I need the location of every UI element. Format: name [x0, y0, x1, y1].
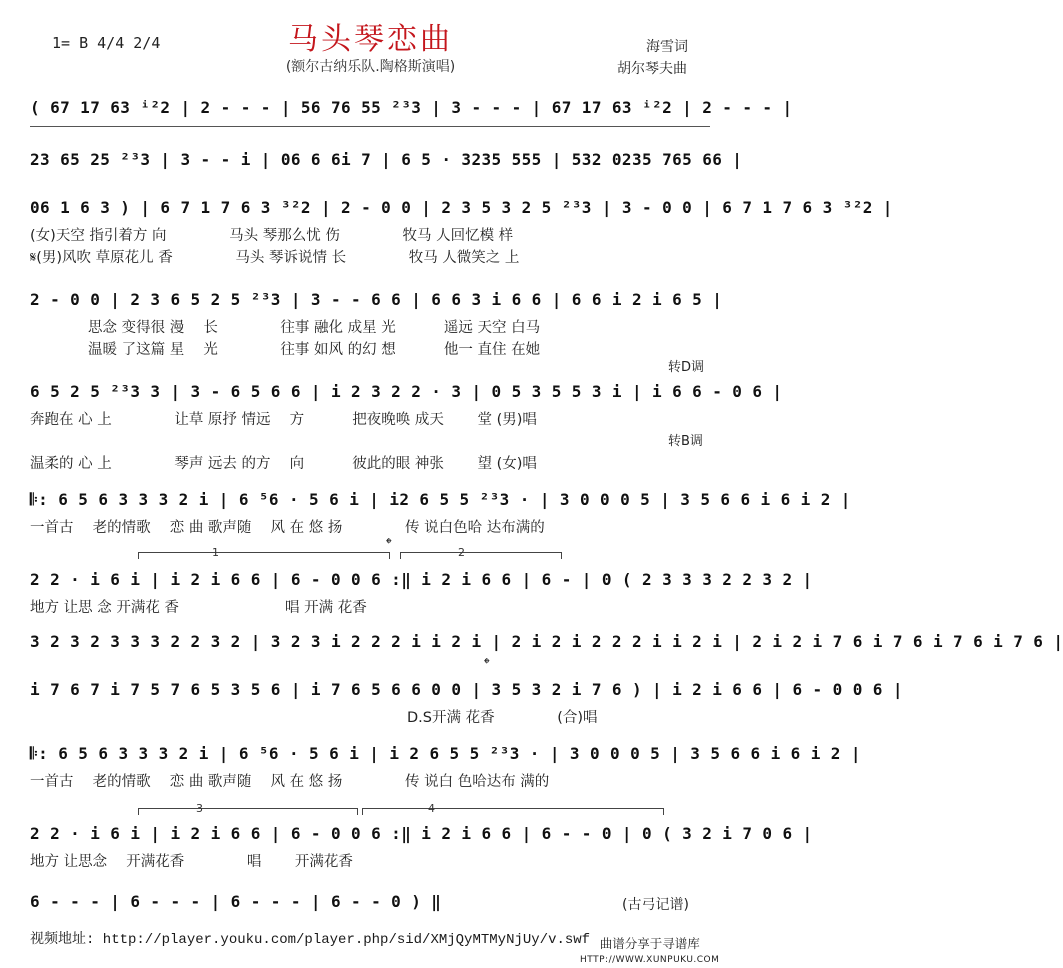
song-title: 马头琴恋曲 [288, 22, 453, 57]
notation-row-11: 2 2 · i 6 i | i 2 i 6 6 | 6 - 0 0 6 :‖ i 2 i 6 6 | 6 - - 0 | 0 ( 3 2 i 7 0 6 | [30, 824, 813, 843]
notation-row-9: i 7 6 7 i 7 5 7 6 5 3 5 6 | i 7 6 5 6 6 0 0 | 3 5 3 2 i 7 6 ) | i 2 i 6 6 | 6 - 0 0 6 | [30, 680, 903, 699]
watermark-share-text: 曲谱分享于寻谱库 [599, 936, 700, 951]
volta-bracket-4 [362, 808, 664, 815]
notation-row-3: 06 1 6 3 ) | 6 7 1 7 6 3 ³²2 | 2 - 0 0 | 2 3 5 3 2 5 ²³3 | 3 - 0 0 | 6 7 1 7 6 3 ³²2 | [30, 198, 893, 217]
row-divider [30, 126, 710, 127]
lyrics-row-7: 地方 让思 念 开满花 香 唱 开满 花香 [30, 600, 367, 616]
lyrics-row-5-b: 温柔的 心 上 琴声 远去 的方 向 彼此的眼 神张 望 (女)唱 [30, 456, 537, 472]
coda-sign-2: 𝄌 [484, 654, 490, 673]
lyrics-row-6: 一首古 老的情歌 恋 曲 歌声随 风 在 悠 扬 传 说白色哈 达布满的 [30, 520, 545, 536]
coda-sign: 𝄌 [386, 534, 392, 553]
lyrics-row-3-female: (女)天空 指引着方 向 马头 琴那么忧 伤 牧马 人回忆模 样 [30, 228, 514, 244]
notation-row-1: ( 67 17 63 ⁱ²2 | 2 - - - | 56 76 55 ²³3 | 3 - - - | 67 17 63 ⁱ²2 | 2 - - - | [30, 98, 793, 117]
notation-row-6: 𝄆: 6 5 6 3 3 3 2 i | 6 ⁵6 · 5 6 i | i2 6 5 5 ²³3 · | 3 0 0 0 5 | 3 5 6 6 i 6 i 2 | [30, 490, 851, 509]
notation-row-7: 2 2 · i 6 i | i 2 i 6 6 | 6 - 0 0 6 :‖ i 2 i 6 6 | 6 - | 0 ( 2 3 3 3 2 2 3 2 | [30, 570, 813, 589]
video-link[interactable]: 视频地址: http://player.youku.com/player.php/sid/XMjQyMTMyNjUy/v.swf [30, 932, 591, 948]
volta-bracket-1 [138, 552, 390, 559]
performer-subtitle: (额尔古纳乐队.陶格斯演唱) [285, 59, 456, 75]
volta-number-2: 2 [458, 546, 465, 559]
notation-row-8: 3 2 3 2 3 3 3 2 2 3 2 | 3 2 3 i 2 2 2 i i 2 i | 2 i 2 i 2 2 2 i i 2 i | 2 i 2 i 7 6 i 7 6 i 7 6 i 7 6 | [30, 632, 1063, 651]
notation-row-4: 2 - 0 0 | 2 3 6 5 2 5 ²³3 | 3 - - 6 6 | 6 6 3 i 6 6 | 6 6 i 2 i 6 5 | [30, 290, 723, 309]
lyrics-row-4-a: 思念 变得很 漫 长 往事 融化 成星 光 遥远 天空 白马 [30, 320, 541, 336]
lyrics-row-11: 地方 让思念 开满花香 唱 开满花香 [30, 854, 353, 870]
key-signature: 1= B 4/4 2/4 [52, 34, 161, 52]
notation-row-12: 6 - - - | 6 - - - | 6 - - - | 6 - - 0 ) ‖ [30, 892, 442, 911]
watermark-url: HTTP://WWW.XUNPUKU.COM [580, 955, 720, 965]
notation-row-10: 𝄆: 6 5 6 3 3 3 2 i | 6 ⁵6 · 5 6 i | i 2 6 5 5 ²³3 · | 3 0 0 0 5 | 3 5 6 6 i 6 i 2 | [30, 744, 861, 763]
volta-number-3: 3 [196, 802, 203, 815]
volta-number-1: 1 [212, 546, 219, 559]
lyrics-row-5-a: 奔跑在 心 上 让草 原抒 情远 方 把夜晚唤 成天 堂 (男)唱 [30, 412, 537, 428]
volta-number-4: 4 [428, 802, 435, 815]
lyrics-row-9: D.S开满 花香 (合)唱 [30, 710, 598, 726]
lyricist-credit: 海雪词 [646, 39, 688, 55]
notation-row-5: 6 5 2 5 ²³3 3 | 3 - 6 5 6 6 | i 2 3 2 2 · 3 | 0 5 3 5 5 3 i | i 6 6 - 0 6 | [30, 382, 783, 401]
lyrics-row-3-male: 𝄋(男)风吹 草原花儿 香 马头 琴诉说情 长 牧马 人微笑之 上 [30, 250, 520, 266]
volta-bracket-2 [400, 552, 562, 559]
key-change-d: 转D调 [668, 360, 705, 375]
lyrics-row-10: 一首古 老的情歌 恋 曲 歌声随 风 在 悠 扬 传 说白 色哈达布 满的 [30, 774, 550, 790]
composer-credit: 胡尔琴夫曲 [617, 61, 687, 77]
site-watermark [580, 936, 719, 968]
volta-bracket-3 [138, 808, 358, 815]
lyrics-row-4-b: 温暖 了这篇 星 光 往事 如风 的幻 想 他一 直住 在她 [30, 342, 541, 358]
key-change-b: 转B调 [668, 434, 703, 449]
notation-row-2: 23 65 25 ²³3 | 3 - - i | 06 6 6i 7 | 6 5 · 3235 555 | 532 0235 765 66 | [30, 150, 743, 169]
transcription-note: (古弓记谱) [622, 897, 689, 913]
